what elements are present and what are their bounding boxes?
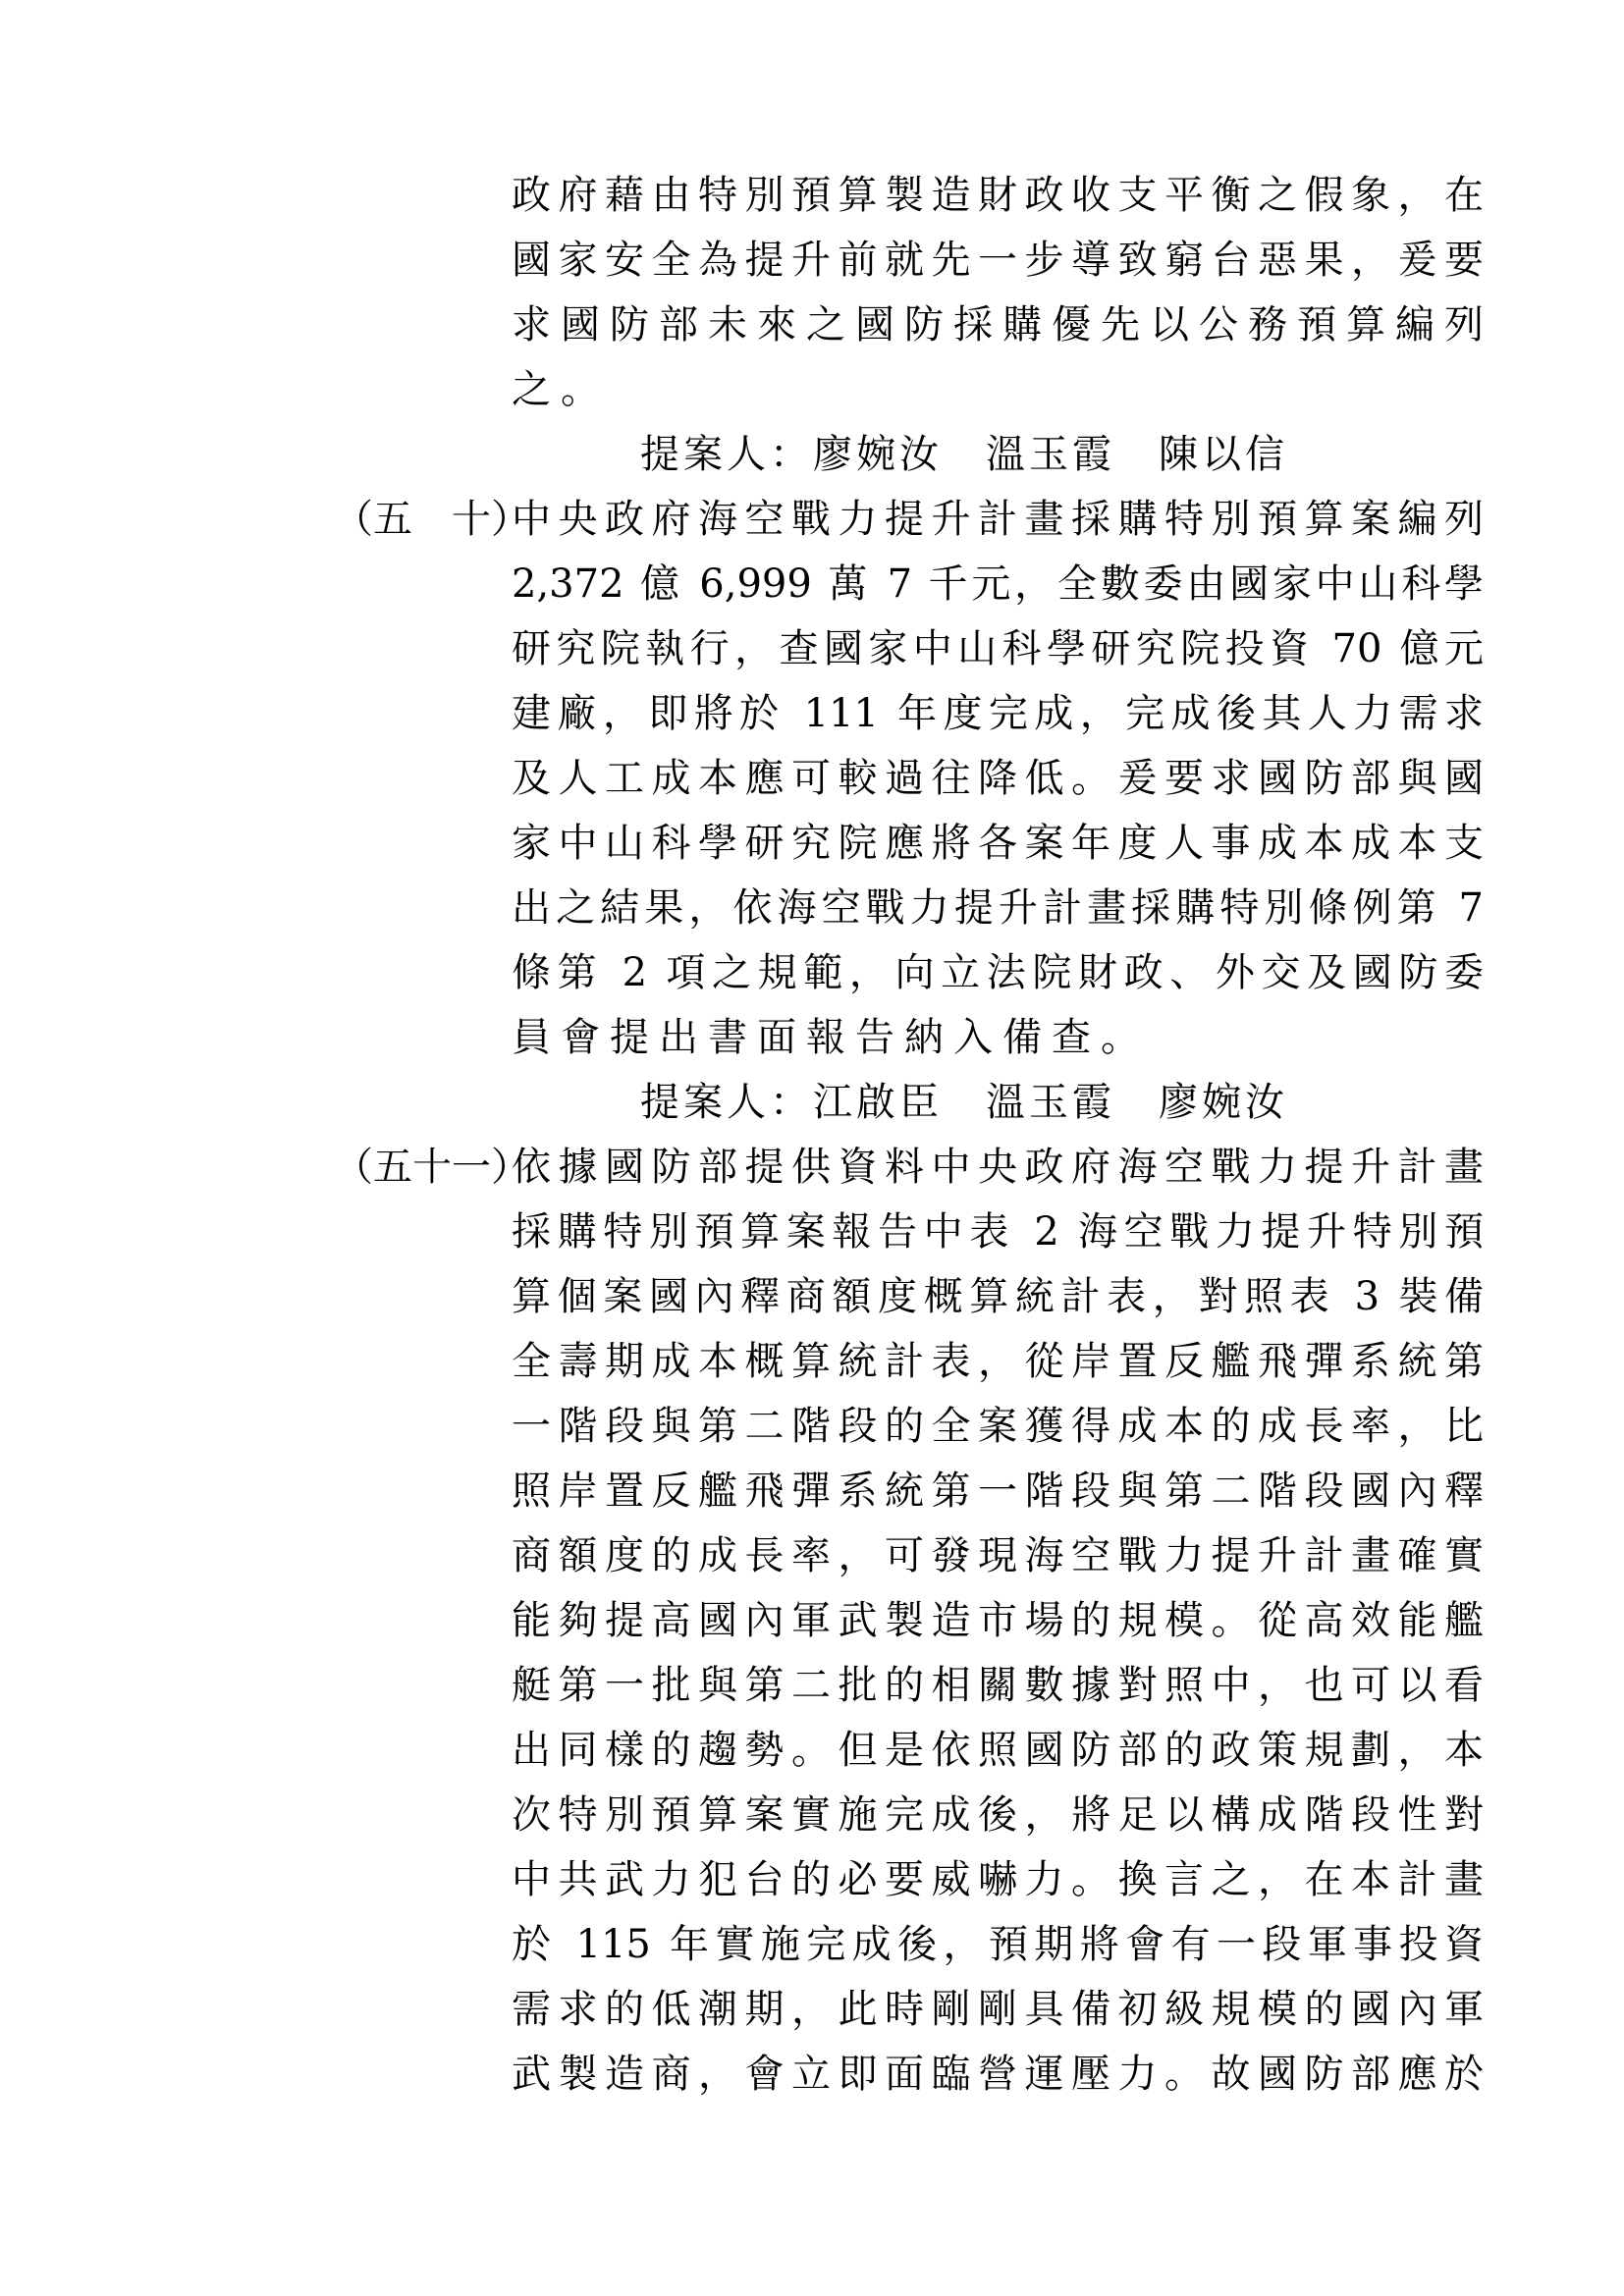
paragraph-line: 家中山科學研究院應將各案年度人事成本成本支 [512, 821, 1484, 866]
paragraph-line: 國家安全為提升前就先一步導致窮台惡果，爰要 [512, 238, 1484, 283]
proposer-line: 提案人：江啟臣 溫玉霞 廖婉汝 [640, 1080, 1288, 1125]
paragraph-line: 建廠，即將於 111 年度完成，完成後其人力需求 [512, 691, 1484, 736]
paragraph-line: 研究院執行，查國家中山科學研究院投資 70 億元 [512, 626, 1484, 671]
paragraph-line: 算個案國內釋商額度概算統計表，對照表 3 裝備 [512, 1274, 1484, 1319]
paragraph-line: 出之結果，依海空戰力提升計畫採購特別條例第 7 [512, 885, 1484, 931]
paragraph-line: 條第 2 項之規範，向立法院財政、外交及國防委 [512, 950, 1484, 995]
paragraph-line: 全壽期成本概算統計表，從岸置反艦飛彈系統第 [512, 1339, 1484, 1384]
paragraph-line: 艇第一批與第二批的相關數據對照中，也可以看 [512, 1663, 1484, 1708]
paragraph-line: 之。 [512, 367, 610, 412]
paragraph-line: 採購特別預算案報告中表 2 海空戰力提升特別預 [512, 1209, 1484, 1255]
paragraph-line: 及人工成本應可較過往降低。爰要求國防部與國 [512, 756, 1484, 801]
paragraph-line: 一階段與第二階段的全案獲得成本的成長率，比 [512, 1404, 1484, 1449]
paragraph-line: 次特別預算案實施完成後，將足以構成階段性對 [512, 1792, 1484, 1838]
paragraph-line: 依據國防部提供資料中央政府海空戰力提升計畫 [512, 1145, 1484, 1190]
paragraph-line: 武製造商，會立即面臨營運壓力。故國防部應於 [512, 2052, 1484, 2097]
item-label: （五 十） [334, 497, 530, 542]
paragraph-line: 2,372 億 6,999 萬 7 千元，全數委由國家中山科學 [512, 561, 1484, 607]
paragraph-line: 中央政府海空戰力提升計畫採購特別預算案編列 [512, 497, 1484, 542]
paragraph-line: 能夠提高國內軍武製造市場的規模。從高效能艦 [512, 1598, 1484, 1643]
paragraph-line: 員會提出書面報告納入備查。 [512, 1015, 1150, 1060]
paragraph-line: 商額度的成長率，可發現海空戰力提升計畫確實 [512, 1533, 1484, 1578]
paragraph-line: 照岸置反艦飛彈系統第一階段與第二階段國內釋 [512, 1468, 1484, 1514]
paragraph-line: 於 115 年實施完成後，預期將會有一段軍事投資 [512, 1922, 1484, 1967]
paragraph-line: 求國防部未來之國防採購優先以公務預算編列 [512, 302, 1484, 347]
paragraph-line: 需求的低潮期，此時剛剛具備初級規模的國內軍 [512, 1987, 1484, 2032]
paragraph-line: 中共武力犯台的必要威嚇力。換言之，在本計畫 [512, 1857, 1484, 1902]
paragraph-line: 出同樣的趨勢。但是依照國防部的政策規劃，本 [512, 1728, 1484, 1773]
item-label: （五十一） [334, 1145, 530, 1190]
proposer-line: 提案人：廖婉汝 溫玉霞 陳以信 [640, 432, 1288, 477]
paragraph-line: 政府藉由特別預算製造財政收支平衡之假象，在 [512, 173, 1484, 218]
